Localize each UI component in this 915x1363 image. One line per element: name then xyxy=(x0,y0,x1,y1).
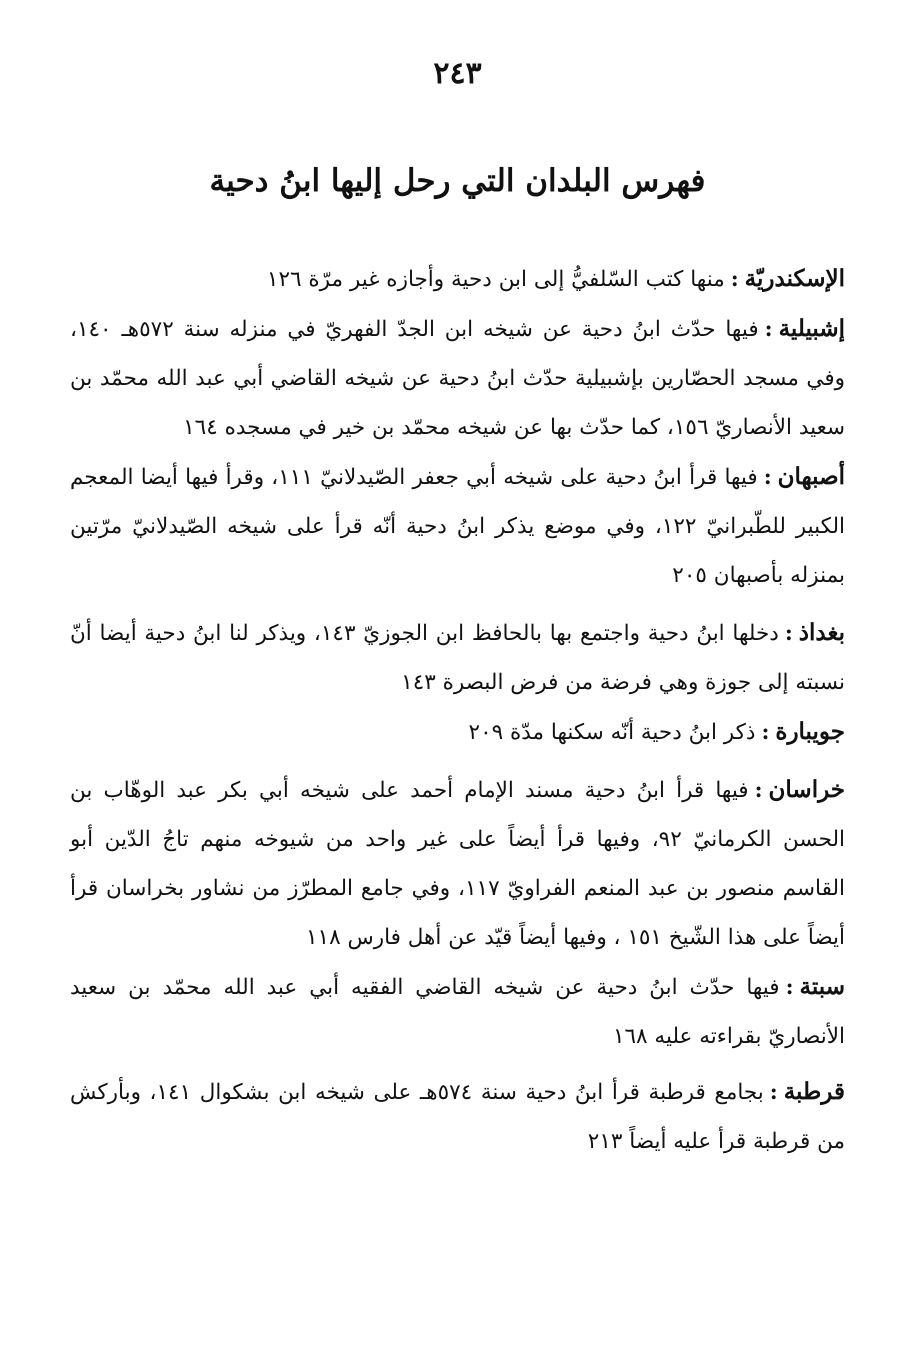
entry-text: دخلها ابنُ دحية واجتمع بها بالحافظ ابن الجوزيّ ١٤٣، ويذكر لنا ابنُ دحية أيضا أنّ نسبته إلى جوزة وهي فرضة من فرض البصرة ١٤٣ xyxy=(70,621,845,695)
entry-separator: : xyxy=(785,975,794,1000)
entry-text: فيها قرأ ابنُ دحية مسند الإمام أحمد على شيخه أبي بكر عبد الوهّاب بن الحسن الكرمانيّ ٩٢، وفيها قرأ أيضاً على غير واحد من شيوخه منهم تاجُ الدّين أبو القاسم منصور بن عبد المنعم الفراويّ ١١٧، وفي جامع المطرّز من نشاور بخراسان قرأ أيضاً على هذا الشّيخ ١٥١ ، وفيها أيضاً قيّد عن أهل فارس ١١٨ xyxy=(70,778,845,950)
entry-name: بغداذ xyxy=(798,619,845,646)
entry-name: الإسكندريّة xyxy=(744,265,845,292)
entry-name: خراسان xyxy=(768,776,845,803)
index-entry-alexandria xyxy=(70,254,845,304)
entry-separator: : xyxy=(784,621,793,646)
entry-text: فيها قرأ ابنُ دحية على شيخه أبي جعفر الصّيدلانيّ ١١١، وقرأ فيها أيضا المعجم الكبير للطّبرانيّ ١٢٢، وفي موضع يذكر ابنُ دحية أنّه قرأ على شيخه الصّيدلانيّ مرّتين بمنزله بأصبهان ٢٠٥ xyxy=(70,465,845,588)
entry-name: أصبهان xyxy=(777,463,845,490)
entry-separator: : xyxy=(761,720,770,745)
entry-name: قرطبة xyxy=(783,1078,845,1105)
entry-separator: : xyxy=(763,465,772,490)
index-entries xyxy=(70,254,845,1166)
entry-separator: : xyxy=(754,778,763,803)
index-entry-baghdad xyxy=(70,608,845,707)
index-entry-ceuta xyxy=(70,962,845,1061)
index-entry-khorasan xyxy=(70,765,845,962)
entry-text: منها كتب السّلفيُّ إلى ابن دحية وأجازه غير مرّة ١٢٦ xyxy=(266,267,725,292)
entry-name: سبتة xyxy=(799,973,845,1000)
entry-name: إشبيلية xyxy=(778,315,845,342)
index-entry-seville xyxy=(70,304,845,452)
entry-text: بجامع قرطبة قرأ ابنُ دحية سنة ٥٧٤هـ على شيخه ابن بشكوال ١٤١، وبأركش من قرطبة قرأ عليه أيضاً ٢١٣ xyxy=(70,1080,845,1154)
index-entry-cordoba xyxy=(70,1067,845,1166)
entry-separator: : xyxy=(769,1080,778,1105)
entry-text: فيها حدّث ابنُ دحية عن شيخه ابن الجدّ الفهريّ في منزله سنة ٥٧٢هـ ١٤٠، وفي مسجد الحصّارين بإشبيلية حدّث ابنُ دحية عن شيخه القاضي أبي عبد الله محمّد بن سعيد الأنصاريّ ١٥٦، كما حدّث بها عن شيخه محمّد بن خير في مسجده ١٦٤ xyxy=(70,317,845,440)
index-entry-juybara xyxy=(70,707,845,757)
entry-text: ذكر ابنُ دحية أنّه سكنها مدّة ٢٠٩ xyxy=(468,720,756,745)
entry-text: فيها حدّث ابنُ دحية عن شيخه القاضي الفقيه أبي عبد الله محمّد بن سعيد الأنصاريّ بقراءته عليه ١٦٨ xyxy=(70,975,845,1049)
page-number: ٢٤٣ xyxy=(433,56,482,91)
entry-separator: : xyxy=(764,317,773,342)
entry-separator: : xyxy=(730,267,739,292)
entry-name: جويبارة xyxy=(775,718,845,745)
index-entry-isfahan xyxy=(70,452,845,600)
page-title: فهرس البلدان التي رحل إليها ابنُ دحية xyxy=(209,163,706,199)
